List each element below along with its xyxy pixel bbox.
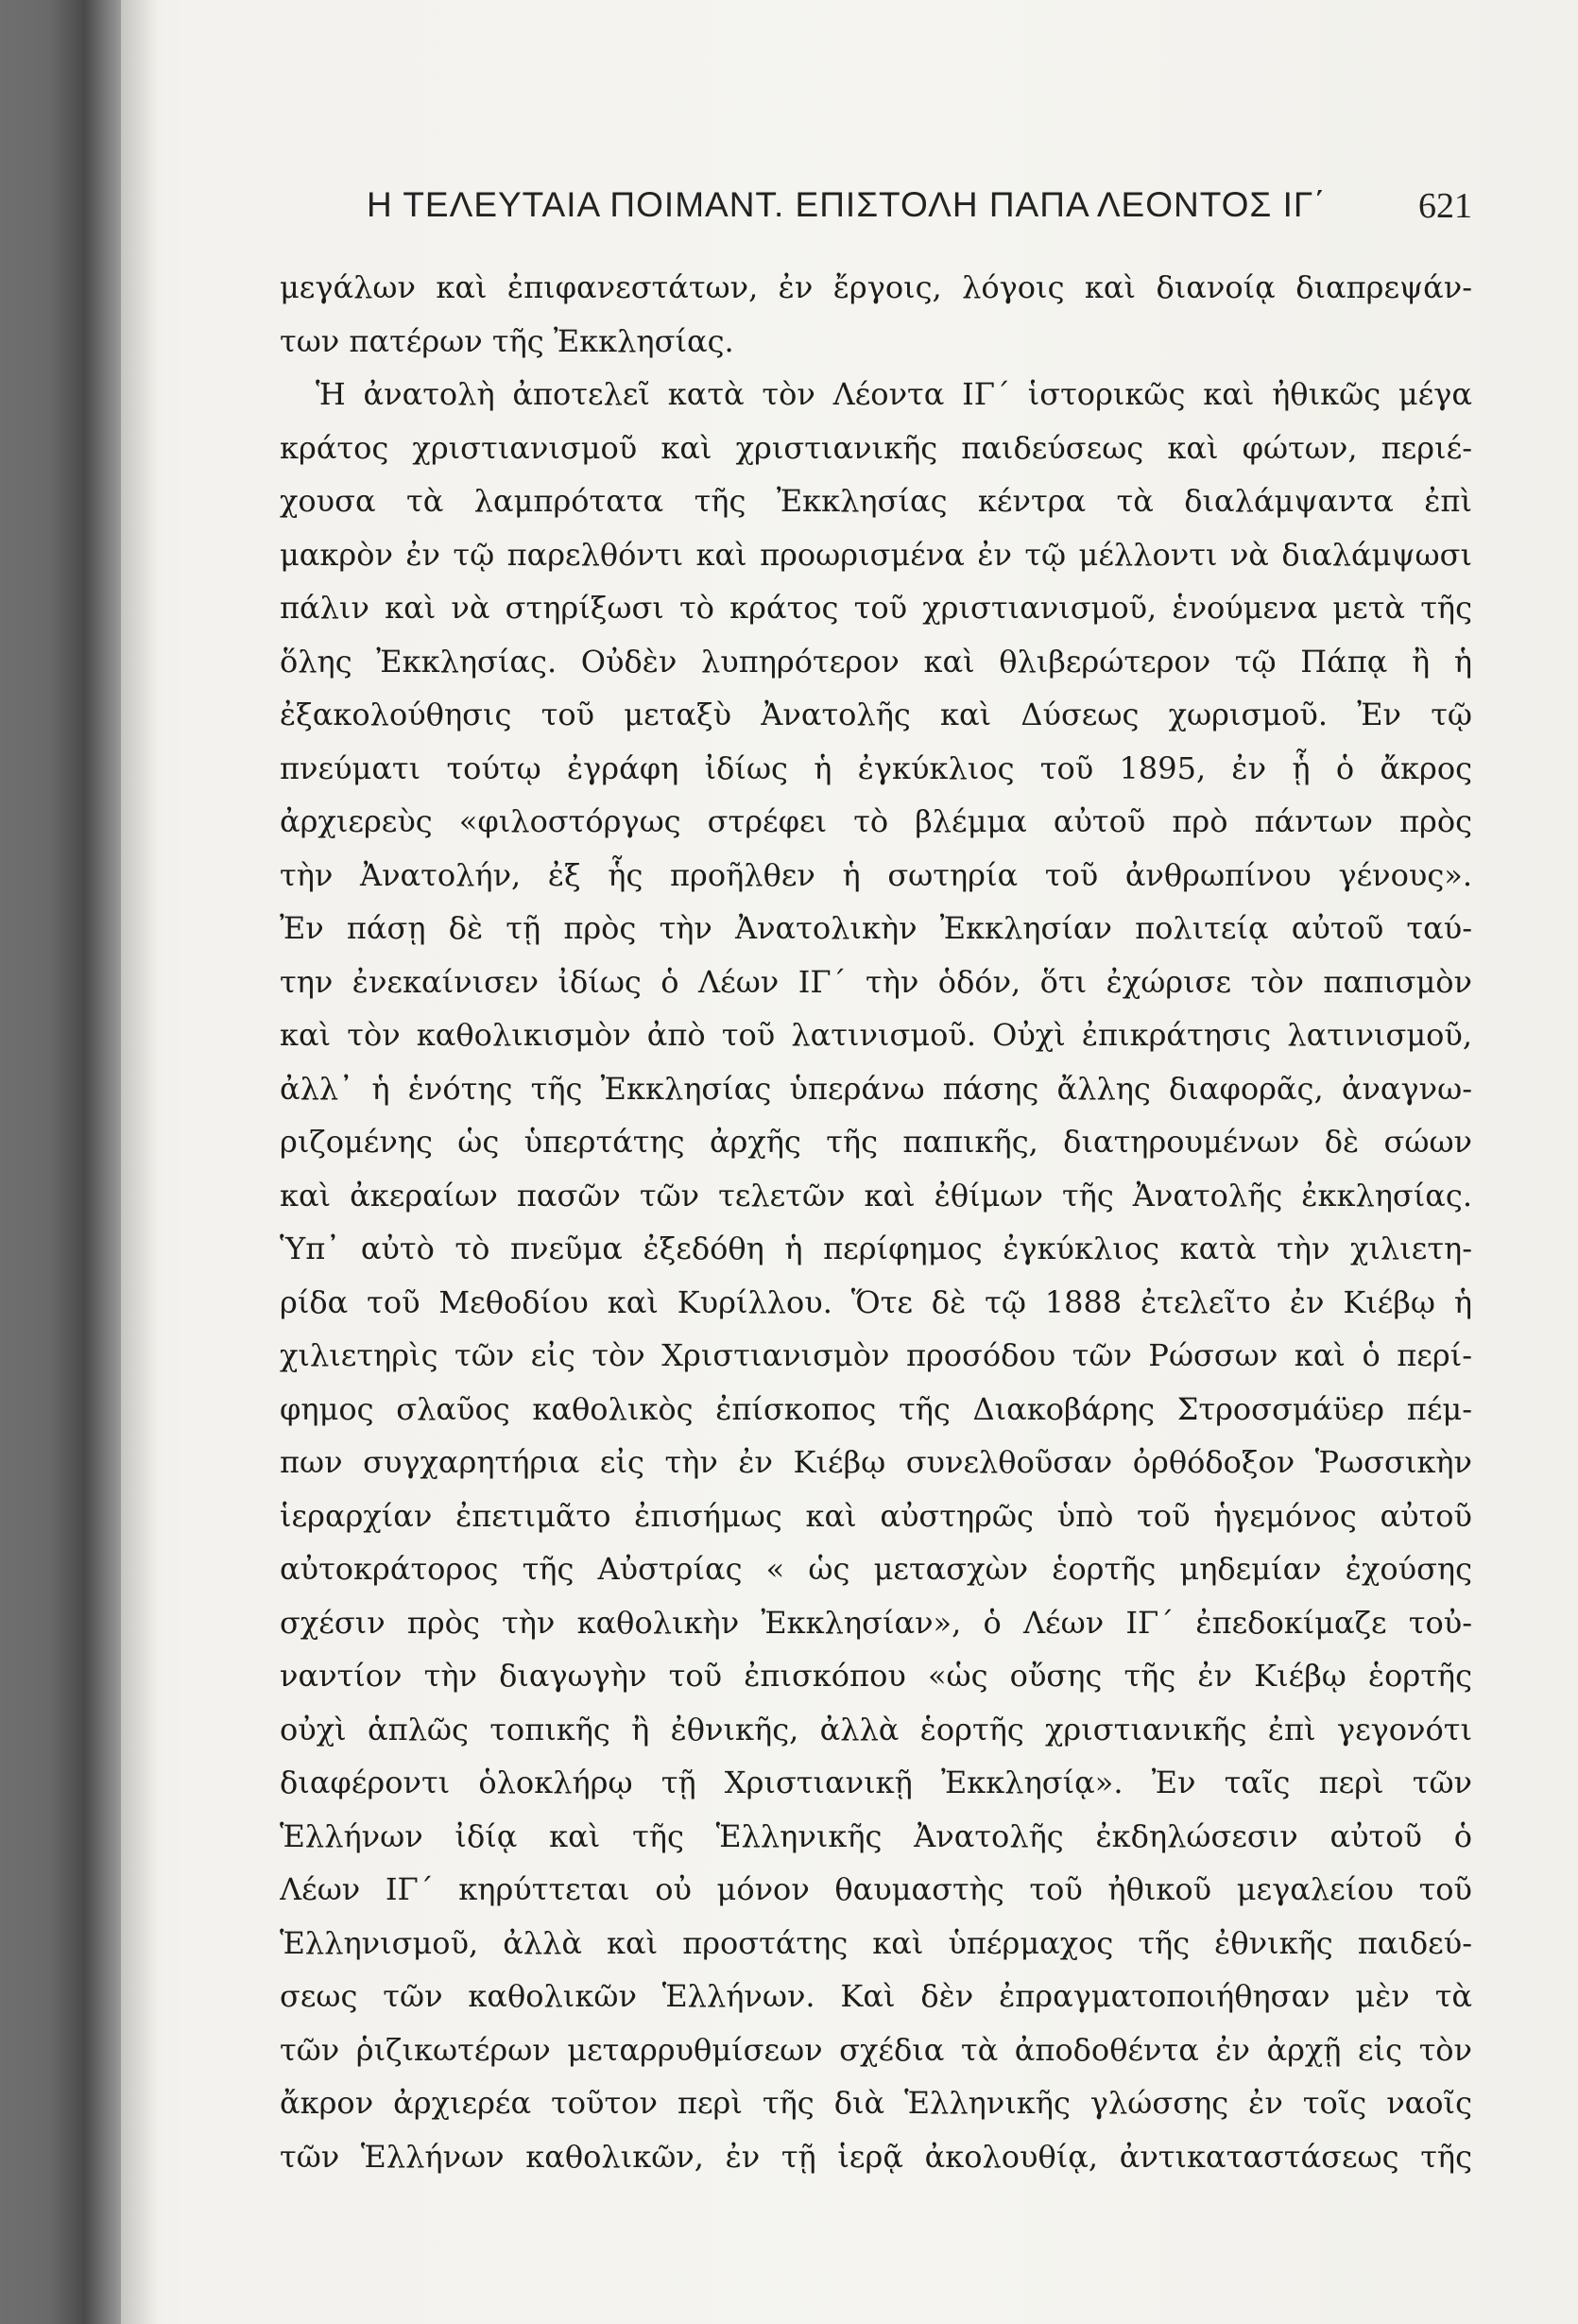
text-line: Ἑλλήνων ἰδίᾳ καὶ τῆς Ἑλληνικῆς Ἀνατολῆς ἐκδηλώσεσιν αὐτοῦ ὁ <box>280 1817 1472 1854</box>
text-line: κράτος χριστιανισμοῦ καὶ χριστιανικῆς παιδεύσεως καὶ φώτων, περιέ- <box>280 429 1472 466</box>
text-line: Ἐν πάσῃ δὲ τῇ πρὸς τὴν Ἀνατολικὴν Ἐκκλησίαν πολιτείᾳ αὐτοῦ ταύ- <box>280 910 1472 946</box>
book-binding-edge <box>0 0 121 2324</box>
text-line: ριζομένης ὡς ὑπερτάτης ἀρχῆς τῆς παπικῆς, διατηρουμένων δὲ σώων <box>280 1124 1472 1160</box>
text-line: σεως τῶν καθολικῶν Ἑλλήνων. Καὶ δὲν ἐπραγματοποιήθησαν μὲν τὰ <box>280 1978 1472 2014</box>
text-line: τὴν Ἀνατολήν, ἐξ ἧς προῆλθεν ἡ σωτηρία τοῦ ἀνθρωπίνου γένους». <box>280 856 1472 893</box>
gutter-shadow <box>121 0 159 2324</box>
text-line: χιλιετηρὶς τῶν εἰς τὸν Χριστιανισμὸν προσόδου τῶν Ρώσσων καὶ ὁ περί- <box>280 1337 1472 1373</box>
text-line: χουσα τὰ λαμπρότατα τῆς Ἐκκλησίας κέντρα τὰ διαλάμψαντα ἐπὶ <box>280 483 1472 519</box>
text-line: ἄκρον ἀρχιερέα τοῦτον περὶ τῆς διὰ Ἑλληνικῆς γλώσσης ἐν τοῖς ναοῖς <box>280 2085 1472 2121</box>
text-line: τῶν ῥιζικωτέρων μεταρρυθμίσεων σχέδια τὰ ἀποδοθέντα ἐν ἀρχῇ εἰς τὸν <box>280 2031 1472 2068</box>
text-line: πάλιν καὶ νὰ στηρίξωσι τὸ κράτος τοῦ χριστιανισμοῦ, ἑνούμενα μετὰ τῆς <box>280 590 1472 626</box>
text-line: την ἐνεκαίνισεν ἰδίως ὁ Λέων ΙΓ΄ τὴν ὁδόν, ὅτι ἐχώρισε τὸν παπισμὸν <box>280 963 1472 1000</box>
body-text <box>280 261 1472 2183</box>
running-title: Η ΤΕΛΕΥΤΑΙΑ ΠΟΙΜΑΝΤ. ΕΠΙΣΤΟΛΗ ΠΑΠΑ ΛΕΟΝΤΟΣ ΙΓ΄ <box>367 185 1327 224</box>
text-line: διαφέροντι ὁλοκλήρῳ τῇ Χριστιανικῇ Ἐκκλησίᾳ». Ἐν ταῖς περὶ τῶν <box>280 1765 1472 1800</box>
text-line: ρίδα τοῦ Μεθοδίου καὶ Κυρίλλου. Ὅτε δὲ τῷ 1888 ἐτελεῖτο ἐν Κιέβῳ ἡ <box>280 1283 1472 1320</box>
text-line: ναντίον τὴν διαγωγὴν τοῦ ἐπισκόπου «ὡς οὔσης τῆς ἐν Κιέβῳ ἑορτῆς <box>280 1658 1472 1694</box>
text-line: πων συγχαρητήρια εἰς τὴν ἐν Κιέβῳ συνελθοῦσαν ὀρθόδοξον Ῥωσσικὴν <box>280 1444 1472 1480</box>
text-line: Ἑλληνισμοῦ, ἀλλὰ καὶ προστάτης καὶ ὑπέρμαχος τῆς ἐθνικῆς παιδεύ- <box>280 1924 1472 1961</box>
text-line: ἐξακολούθησις τοῦ μεταξὺ Ἀνατολῆς καὶ Δύσεως χωρισμοῦ. Ἐν τῷ <box>280 697 1472 732</box>
text-line: μακρὸν ἐν τῷ παρελθόντι καὶ προωρισμένα ἐν τῷ μέλλοντι νὰ διαλάμψωσι <box>280 536 1472 573</box>
text-line: φημος σλαῦος καθολικὸς ἐπίσκοπος τῆς Διακοβάρης Στροσσμάϋερ πέμ- <box>280 1390 1472 1427</box>
text-line: των πατέρων τῆς Ἐκκλησίας. <box>280 322 734 359</box>
text-line: σχέσιν πρὸς τὴν καθολικὴν Ἐκκλησίαν», ὁ Λέων ΙΓ΄ ἐπεδοκίμαζε τοὐ- <box>280 1604 1472 1641</box>
page-header <box>367 185 1472 242</box>
text-line: τῶν Ἑλλήνων καθολικῶν, ἐν τῇ ἱερᾷ ἀκολουθίᾳ, ἀντικαταστάσεως τῆς <box>280 2138 1472 2175</box>
text-line: καὶ τὸν καθολικισμὸν ἀπὸ τοῦ λατινισμοῦ. Οὐχὶ ἐπικράτησις λατινισμοῦ, <box>280 1017 1472 1053</box>
text-line: ὅλης Ἐκκλησίας. Οὐδὲν λυπηρότερον καὶ θλιβερώτερον τῷ Πάπᾳ ἢ ἡ <box>280 643 1472 680</box>
text-line: καὶ ἀκεραίων πασῶν τῶν τελετῶν καὶ ἐθίμων τῆς Ἀνατολῆς ἐκκλησίας. <box>280 1177 1472 1214</box>
text-line: Ἡ ἀνατολὴ ἀποτελεῖ κατὰ τὸν Λέοντα ΙΓ΄ ἱστορικῶς καὶ ἠθικῶς μέγα <box>316 376 1472 412</box>
text-line: ἀλλ᾽ ἡ ἑνότης τῆς Ἐκκλησίας ὑπεράνω πάσης ἄλλης διαφορᾶς, ἀναγνω- <box>280 1070 1472 1107</box>
text-line: Ὑπ᾽ αὐτὸ τὸ πνεῦμα ἐξεδόθη ἡ περίφημος ἐγκύκλιος κατὰ τὴν χιλιετη- <box>280 1231 1472 1266</box>
page-number: 621 <box>1418 186 1472 226</box>
text-line: μεγάλων καὶ ἐπιφανεστάτων, ἐν ἔργοις, λόγοις καὶ διανοίᾳ διαπρεψάν- <box>280 269 1472 305</box>
text-line: ἀρχιερεὺς «φιλοστόργως στρέφει τὸ βλέμμα αὐτοῦ πρὸ πάντων πρὸς <box>280 803 1472 839</box>
text-line: αὐτοκράτορος τῆς Αὐστρίας « ὡς μετασχὼν ἑορτῆς μηδεμίαν ἐχούσης <box>280 1551 1472 1587</box>
text-line: οὐχὶ ἁπλῶς τοπικῆς ἢ ἐθνικῆς, ἀλλὰ ἑορτῆς χριστιανικῆς ἐπὶ γεγονότι <box>280 1711 1472 1747</box>
text-line: πνεύματι τούτῳ ἐγράφη ἰδίως ἡ ἐγκύκλιος τοῦ 1895, ἐν ᾗ ὁ ἄκρος <box>280 749 1472 786</box>
text-line: Λέων ΙΓ΄ κηρύττεται οὐ μόνον θαυμαστὴς τοῦ ἠθικοῦ μεγαλείου τοῦ <box>280 1871 1472 1907</box>
text-line: ἱεραρχίαν ἐπετιμᾶτο ἐπισήμως καὶ αὐστηρῶς ὑπὸ τοῦ ἡγεμόνος αὐτοῦ <box>280 1497 1472 1534</box>
